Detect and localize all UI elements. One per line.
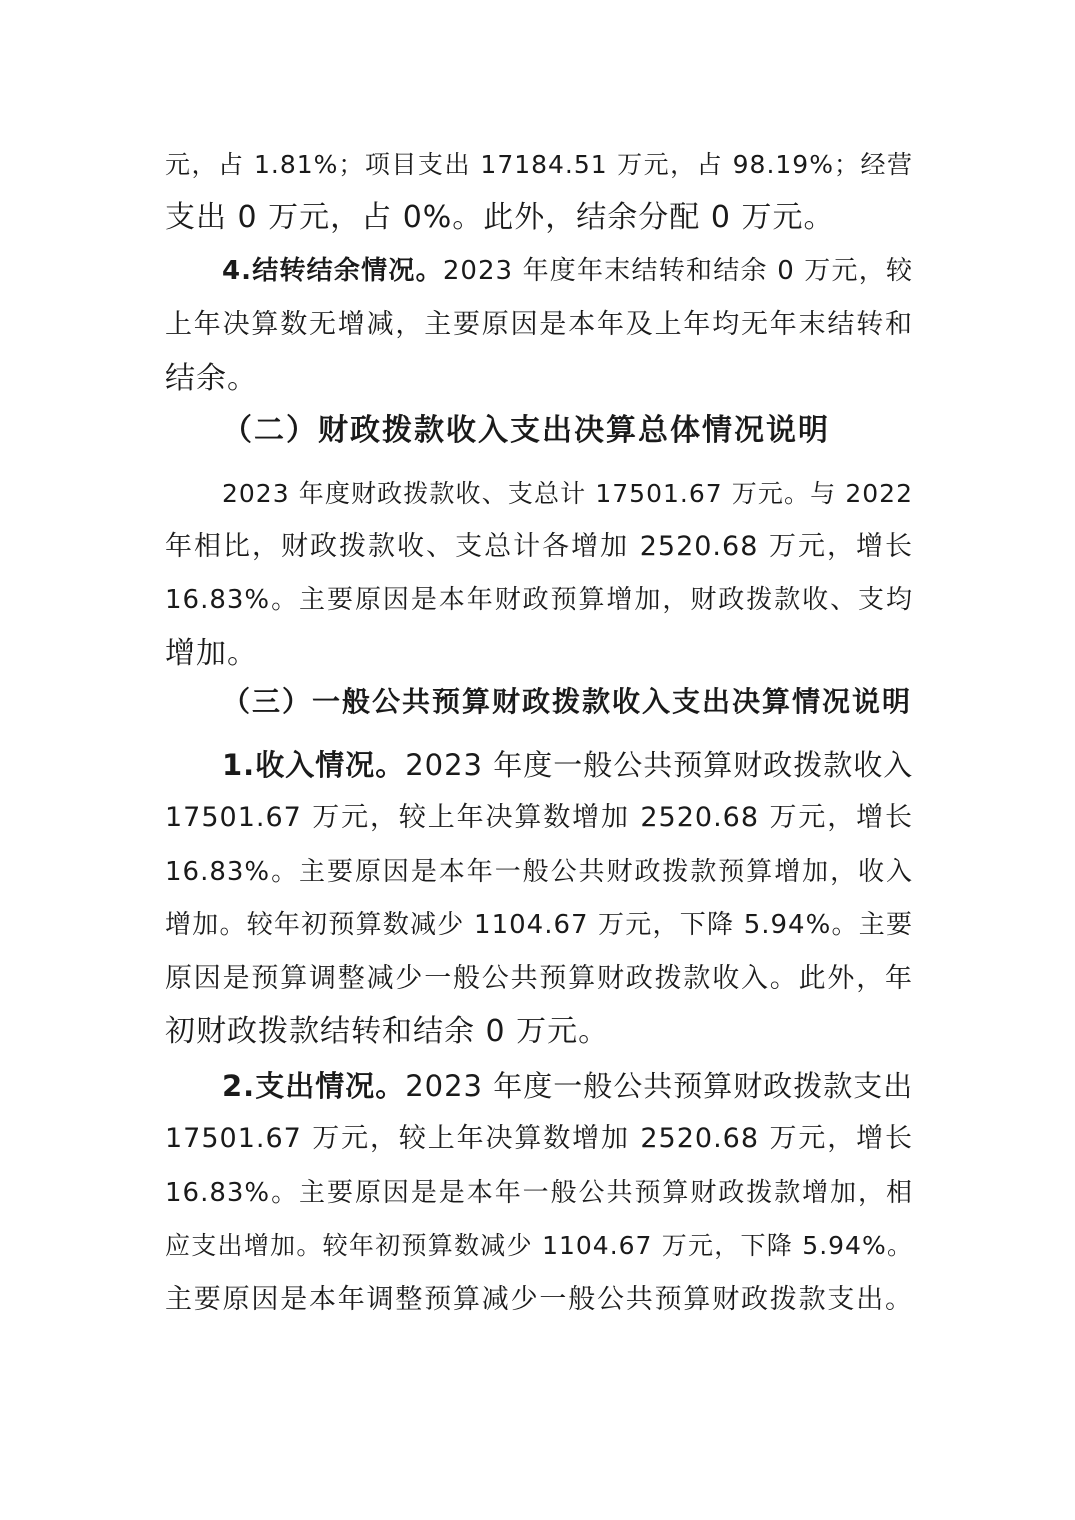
text-span: 2023 年度一般公共预算财政拨款支出 [405,1069,914,1103]
text-line: 增加。较年初预算数减少 1104.67 万元，下降 5.94%。主要 [165,910,913,940]
text-line: 增加。 [165,636,258,671]
text-span: 2023 年度年末结转和结余 0 万元，较 [442,256,913,286]
text-line: 原因是预算调整减少一般公共预算财政拨款收入。此外，年 [165,963,913,994]
text-line: 主要原因是本年调整预算减少一般公共预算财政拨款支出。 [165,1284,913,1315]
paragraph-lead: 1.收入情况。 [222,748,406,782]
text-line [222,251,913,291]
text-line: 17501.67 万元，较上年决算数增加 2520.68 万元，增长 [165,802,913,833]
text-line [222,1066,913,1106]
text-line: 年相比，财政拨款收、支总计各增加 2520.68 万元，增长 [165,531,913,562]
text-line: 应支出增加。较年初预算数减少 1104.67 万元，下降 5.94%。 [165,1231,913,1260]
text-line: 支出 0 万元，占 0%。此外，结余分配 0 万元。 [165,200,835,235]
paragraph-lead: 4.结转结余情况。 [222,256,443,286]
text-line: 17501.67 万元，较上年决算数增加 2520.68 万元，增长 [165,1123,913,1154]
section-heading: （二）财政拨款收入支出决算总体情况说明 [222,413,830,448]
text-line: 初财政拨款结转和结余 0 万元。 [165,1014,610,1049]
text-line: 16.83%。主要原因是是本年一般公共预算财政拨款增加，相 [165,1178,913,1208]
text-line: 元，占 1.81%；项目支出 17184.51 万元，占 98.19%；经营 [165,150,913,179]
text-line: 2023 年度财政拨款收、支总计 17501.67 万元。与 2022 [222,479,913,508]
text-line: 上年决算数无增减，主要原因是本年及上年均无年末结转和 [165,309,913,340]
text-span: 2023 年度一般公共预算财政拨款收入 [405,748,914,782]
text-line: 16.83%。主要原因是本年财政预算增加，财政拨款收、支均 [165,585,913,615]
text-line [222,745,913,785]
text-line: 结余。 [165,361,258,396]
section-heading: （三）一般公共预算财政拨款收入支出决算情况说明 [222,685,913,718]
paragraph-lead: 2.支出情况。 [222,1069,406,1103]
text-line: 16.83%。主要原因是本年一般公共财政拨款预算增加，收入 [165,857,913,887]
